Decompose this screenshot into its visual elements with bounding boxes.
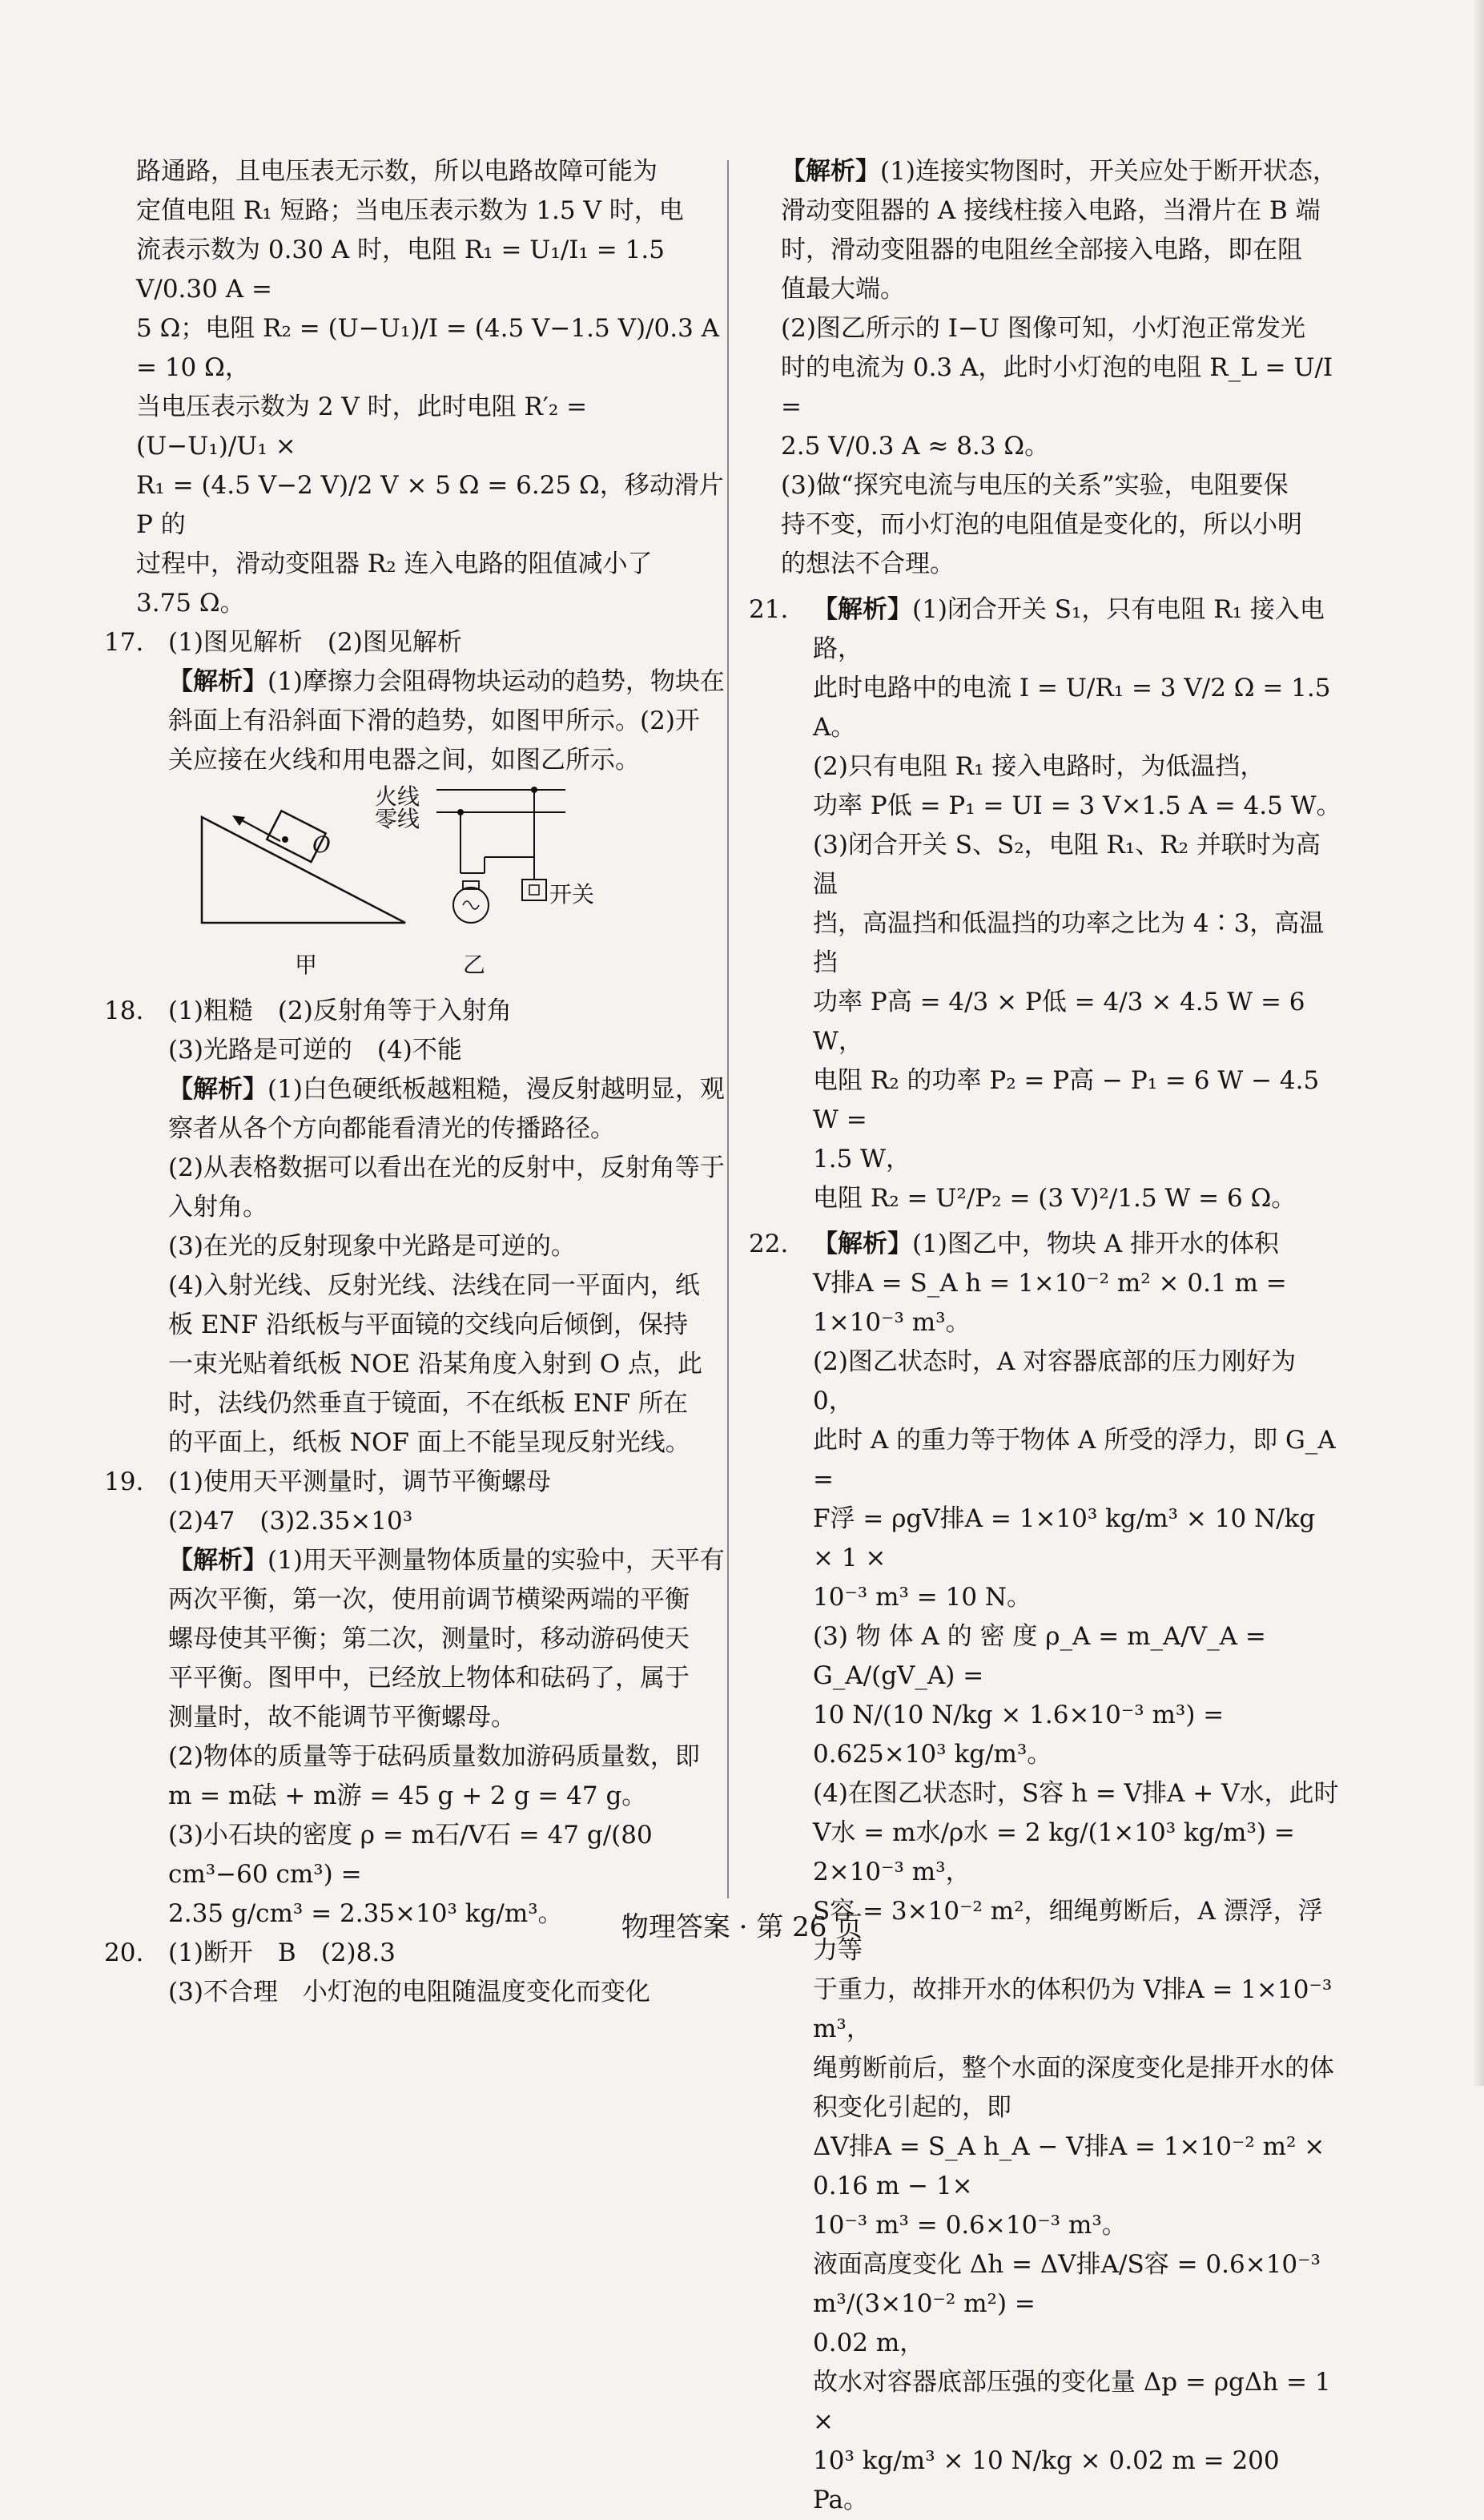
analysis-line: (2)图乙所示的 I−U 图像可知，小灯泡正常发光 [781, 314, 1305, 343]
text-line: 路通路，且电压表无示数，所以电路故障可能为 [136, 157, 658, 186]
analysis-line: 此时电路中的电流 I = U/R₁ = 3 V/2 Ω = 1.5 A。 [813, 674, 1331, 742]
analysis-line: V水 = m水/ρ水 = 2 kg/(1×10³ kg/m³) = 2×10⁻³ m³， [813, 1818, 1295, 1886]
analysis-line: (2)物体的质量等于砝码质量数加游码质量数，即 [168, 1742, 700, 1771]
answer-line: (3)光路是可逆的 (4)不能 [168, 1036, 462, 1065]
analysis-line: (3)闭合开关 S、S₂，电阻 R₁、R₂ 并联时为高温 [813, 831, 1321, 899]
analysis-line: (2)只有电阻 R₁ 接入电路时，为低温挡， [813, 752, 1265, 781]
question-number: 19. [104, 1467, 144, 1496]
live-wire-label: 火线 [375, 783, 420, 810]
analysis-line: 功率 P高 = 4/3 × P低 = 4/3 × 4.5 W = 6 W， [813, 988, 1305, 1056]
analysis-line: 电阻 R₂ = U²/P₂ = (3 V)²/1.5 W = 6 Ω。 [813, 1184, 1297, 1213]
page-footer: 物理答案 · 第 26 页 [621, 1911, 863, 1943]
question-number: 21. [749, 595, 789, 624]
analysis-line: 【解析】(1)摩擦力会阻碍物块运动的趋势，物块在 [168, 667, 725, 696]
analysis-line: 10⁻³ m³ = 0.6×10⁻³ m³。 [813, 2211, 1127, 2240]
question-number: 17. [104, 628, 144, 657]
switch-box [522, 880, 546, 900]
answer-line: (2)47 (3)2.35×10³ [168, 1507, 413, 1536]
analysis-line: 10 N/(10 N/kg × 1.6×10⁻³ m³) = 0.625×10³ kg/m³。 [813, 1701, 1225, 1769]
analysis-line: 0.02 m， [813, 2329, 925, 2357]
question-17 [104, 623, 725, 985]
analysis-line: 关应接在火线和用电器之间，如图乙所示。 [168, 746, 640, 775]
right-column [749, 152, 1341, 2520]
analysis-line: 【解析】(1)闭合开关 S₁，只有电阻 R₁ 接入电路， [813, 595, 1325, 663]
figure-yi-label: 乙 [463, 952, 486, 978]
analysis-line: 绳剪断前后，整个水面的深度变化是排开水的体 [813, 2054, 1334, 2083]
analysis-line: 【解析】(1)连接实物图时，开关应处于断开状态， [781, 157, 1337, 186]
analysis-line: 故水对容器底部压强的变化量 Δp = ρgΔh = 1 × [813, 2368, 1331, 2436]
question-number: 20. [104, 1938, 144, 1967]
analysis-line: V排A = S_A h = 1×10⁻² m² × 0.1 m = 1×10⁻³ m³。 [813, 1269, 1287, 1337]
question-21 [749, 590, 1341, 1218]
analysis-line: 2.35 g/cm³ = 2.35×10³ kg/m³。 [168, 1899, 563, 1928]
analysis-line: (4)在图乙状态时，S容 h = V排A + V水，此时 [813, 1779, 1339, 1808]
analysis-line: 电阻 R₂ 的功率 P₂ = P高 − P₁ = 6 W − 4.5 W = [813, 1066, 1320, 1134]
analysis-line: m = m砝 + m游 = 45 g + 2 g = 47 g。 [168, 1781, 647, 1810]
analysis-line: (3)在光的反射现象中光路是可逆的。 [168, 1232, 576, 1261]
analysis-line: 10³ kg/m³ × 10 N/kg × 0.02 m = 200 Pa。 [813, 2446, 1280, 2514]
switch-label: 开关 [549, 881, 595, 908]
analysis-tag: 【解析】 [168, 1075, 267, 1104]
analysis-line: 液面高度变化 Δh = ΔV排A/S容 = 0.6×10⁻³ m³/(3×10⁻² m²) = [813, 2250, 1321, 2318]
analysis-line: 测量时，故不能调节平衡螺母。 [168, 1703, 516, 1732]
q17-figure-svg [192, 785, 705, 985]
analysis-line: 时，法线仍然垂直于镜面，不在纸板 ENF 所在 [168, 1389, 688, 1418]
analysis-line: ΔV排A = S_A h_A − V排A = 1×10⁻² m² × 0.16 m − 1× [813, 2132, 1325, 2200]
analysis-line: 的平面上，纸板 NOF 面上不能呈现反射光线。 [168, 1428, 690, 1457]
analysis-line: 【解析】(1)用天平测量物体质量的实验中，天平有 [168, 1546, 725, 1575]
text-line: 5 Ω；电阻 R₂ = (U−U₁)/I = (4.5 V−1.5 V)/0.3 A = 10 Ω， [136, 314, 720, 382]
text-line: 过程中，滑动变阻器 R₂ 连入电路的阻值减小了 [136, 549, 653, 578]
analysis-tag: 【解析】 [168, 667, 267, 696]
analysis-line: 的想法不合理。 [781, 549, 955, 578]
scan-edge [1473, 0, 1484, 2086]
question-19 [104, 1463, 725, 1934]
circuit-figure [436, 787, 565, 923]
analysis-line: 持不变，而小灯泡的电阻值是变化的，所以小明 [781, 510, 1302, 539]
analysis-line: 平平衡。图甲中，已经放上物体和砝码了，属于 [168, 1664, 690, 1693]
question-18 [104, 992, 725, 1463]
analysis-line: 于重力，故排开水的体积仍为 V排A = 1×10⁻³ m³， [813, 1975, 1333, 2043]
analysis-line: 挡，高温挡和低温挡的功率之比为 4∶3，高温挡 [813, 909, 1325, 977]
analysis-tag: 【解析】 [781, 157, 880, 186]
analysis-line: (4)入射光线、反射光线、法线在同一平面内，纸 [168, 1271, 700, 1300]
question-20-analysis [781, 152, 1341, 584]
analysis-line: 功率 P低 = P₁ = UI = 3 V×1.5 A = 4.5 W。 [813, 791, 1341, 820]
neutral-wire-label: 零线 [375, 806, 420, 832]
figure-jia-label: 甲 [295, 952, 318, 978]
text-line: 3.75 Ω。 [136, 589, 245, 618]
analysis-line: 入射角。 [168, 1193, 267, 1222]
analysis-line: 察者从各个方向都能看清光的传播路径。 [168, 1114, 615, 1143]
analysis-line: 2.5 V/0.3 A ≈ 8.3 Ω。 [781, 432, 1050, 461]
analysis-tag: 【解析】 [813, 1230, 912, 1258]
answer-line: (1)使用天平测量时，调节平衡螺母 [168, 1467, 551, 1496]
analysis-line: 1.5 W， [813, 1145, 911, 1173]
question-22 [749, 1225, 1341, 2520]
text-line: 定值电阻 R₁ 短路；当电压表示数为 1.5 V 时，电 [136, 196, 684, 225]
analysis-line: 值最大端。 [781, 275, 905, 304]
analysis-line: 积变化引起的，即 [813, 2093, 1011, 2122]
analysis-line: F浮 = ρgV排A = 1×10³ kg/m³ × 10 N/kg × 1 × [813, 1504, 1316, 1572]
question-number: 22. [749, 1230, 789, 1258]
text-line: 流表示数为 0.30 A 时，电阻 R₁ = U₁/I₁ = 1.5 V/0.30 A = [136, 235, 665, 304]
analysis-line: 时，滑动变阻器的电阻丝全部接入电路，即在阻 [781, 235, 1302, 264]
analysis-tag: 【解析】 [168, 1546, 267, 1575]
column-divider [727, 160, 729, 1898]
answer-line: (1)粗糙 (2)反射角等于入射角 [168, 996, 512, 1025]
question-20 [104, 1934, 725, 2012]
analysis-line: (3)做“探究电流与电压的关系”实验，电阻要保 [781, 471, 1289, 500]
analysis-line: S容 = 3×10⁻² m²，细绳剪断后，A 漂浮，浮力等 [813, 1897, 1323, 1965]
analysis-line: 滑动变阻器的 A 接线柱接入电路，当滑片在 B 端 [781, 196, 1321, 225]
point-o-label: O [312, 831, 331, 858]
answer-line: (3)不合理 小灯泡的电阻随温度变化而变化 [168, 1978, 650, 2007]
block-center-dot [282, 836, 288, 843]
analysis-line: 一束光贴着纸板 NOE 沿某角度入射到 O 点，此 [168, 1350, 702, 1379]
left-column [104, 152, 725, 2012]
analysis-line: 板 ENF 沿纸板与平面镜的交线向后倾倒，保持 [168, 1310, 688, 1339]
answer-line: (1)断开 B (2)8.3 [168, 1938, 396, 1967]
question-number: 18. [104, 996, 144, 1025]
analysis-line: 此时 A 的重力等于物体 A 所受的浮力，即 G_A = [813, 1426, 1336, 1494]
q17-figures [192, 785, 725, 985]
analysis-line: 斜面上有沿斜面下滑的趋势，如图甲所示。(2)开 [168, 706, 700, 735]
analysis-line: 时的电流为 0.3 A，此时小灯泡的电阻 R_L = U/I = [781, 353, 1333, 421]
analysis-line: 【解析】(1)白色硬纸板越粗糙，漫反射越明显，观 [168, 1075, 725, 1104]
analysis-line: 【解析】(1)图乙中，物块 A 排开水的体积 [813, 1230, 1280, 1258]
analysis-line: (2)图乙状态时，A 对容器底部的压力刚好为 0， [813, 1347, 1297, 1415]
analysis-line: (3) 物 体 A 的 密 度 ρ_A = m_A/V_A = G_A/(gV_A) = [813, 1622, 1266, 1690]
analysis-line: (2)从表格数据可以看出在光的反射中，反射角等于 [168, 1153, 725, 1182]
analysis-line: (3)小石块的密度 ρ = m石/V石 = 47 g/(80 cm³−60 cm³) = [168, 1821, 653, 1889]
analysis-line: 螺母使其平衡；第二次，测量时，移动游码使天 [168, 1624, 690, 1653]
text-line: 当电压表示数为 2 V 时，此时电阻 R′₂ = (U−U₁)/U₁ × [136, 392, 588, 461]
answer-line: (1)图见解析 (2)图见解析 [168, 628, 462, 657]
analysis-tag: 【解析】 [813, 595, 912, 624]
text-line: R₁ = (4.5 V−2 V)/2 V × 5 Ω = 6.25 Ω，移动滑片 P 的 [136, 471, 724, 539]
analysis-line: 10⁻³ m³ = 10 N。 [813, 1583, 1032, 1612]
analysis-line: 两次平衡，第一次，使用前调节横梁两端的平衡 [168, 1585, 690, 1614]
